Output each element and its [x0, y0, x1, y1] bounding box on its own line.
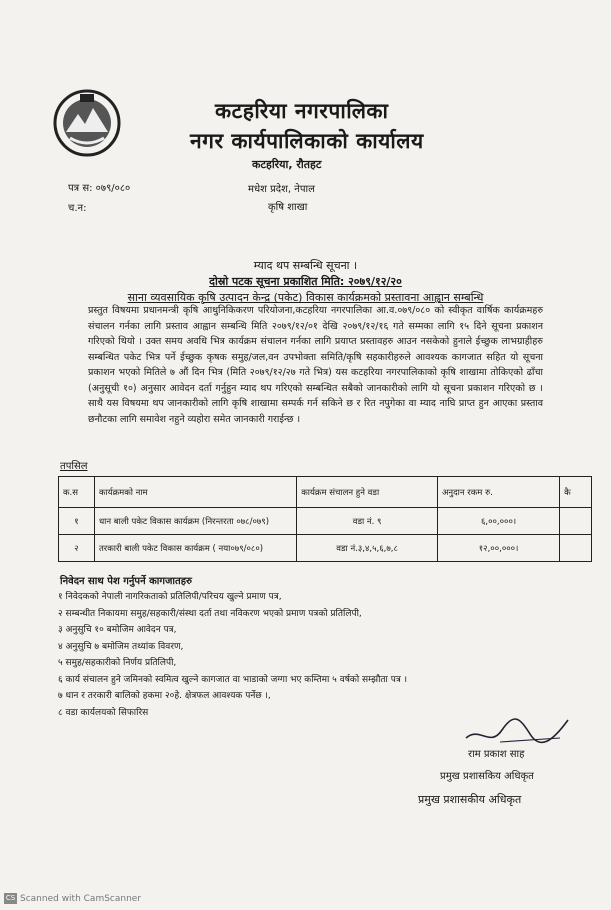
column-header-program: कार्यक्रमको नाम	[94, 477, 296, 508]
row-ward: वडा नं.३,४,५,६,७,८	[297, 535, 438, 562]
column-header-ward: कार्यक्रम संचालन हुने वडा	[297, 477, 438, 508]
documents-heading: निवेदन साथ पेश गर्नुपर्ने कागजातहरु	[60, 576, 193, 587]
office-province: मधेश प्रदेश, नेपाल	[248, 184, 315, 195]
notice-subject: साना व्यवसायिक कृषि उत्पादन केन्द्र (पकेट) विकास कार्यक्रमको प्रस्तावना आह्वान सम्बन्धि	[127, 291, 484, 304]
signatory-name: राम प्रकाश साह	[468, 749, 525, 760]
list-item: ८ वडा कार्यलयको सिफारिस	[58, 707, 149, 718]
office-place: कटहरिया, रौतहट	[252, 158, 322, 171]
table-label: तपसिल	[60, 461, 88, 472]
list-item: ७ धान र तरकारी बालिको हकमा २०हे. क्षेत्रफल आवश्यक पर्नेछ ।,	[58, 691, 271, 701]
row-program: तरकारी बाली पकेट विकास कार्यक्रम ( नया०७९/०८०)	[94, 535, 296, 562]
camscanner-logo-icon: CS	[5, 894, 16, 902]
notice-subtitle: दोस्रो पटक सूचना प्रकाशित मिति: २०७९/१२/२०	[209, 275, 402, 288]
list-item: १ निवेदकको नेपाली नागरिकताको प्रतिलिपी/परिचय खुल्ने प्रमाण पत्र,	[58, 592, 282, 602]
row-amount: १२,००,०००।	[437, 535, 559, 562]
row-sn: २	[59, 535, 95, 562]
row-program: धान बाली पकेट विकास कार्यक्रम (निरन्तरता ०७८/०७९)	[94, 508, 296, 535]
list-item: ६ कार्य संचालन हुने जमिनको स्वमित्व खुल्ने कागजात वा भाडाको जग्गा भए कम्तिमा ५ वर्षको सम्झौता पत्र ।	[58, 674, 408, 685]
letter-number: पत्र स: ०७९/०८०	[68, 183, 131, 194]
row-remarks	[560, 508, 592, 535]
municipality-name: कटहरिया नगरपालिका	[215, 99, 389, 123]
column-header-amount: अनुदान रकम रु.	[437, 477, 559, 508]
scanner-text: Scanned with CamScanner	[20, 894, 142, 904]
list-item: ३ अनुसुचि १० बमोजिम आवेदन पत्र,	[58, 625, 177, 635]
column-header-sn: क.स	[59, 477, 95, 508]
list-item: ४ अनुसुचि ७ बमोजिम तथ्यांक विवरण,	[58, 641, 184, 652]
signatory-stamp: प्रमुख प्रशासकीय अधिकृत	[418, 793, 522, 806]
program-table	[58, 476, 592, 562]
table-header-row	[59, 477, 592, 508]
list-item: २ सम्बन्धीत निकायमा समुह/सहकारी/संस्था दर्ता तथा नविकरण भएको प्रमाण पत्रको प्रतिलिपी,	[58, 608, 362, 619]
list-item: ५ समुह/सहकारीको निर्णय प्रतिलिपी,	[58, 658, 177, 668]
row-ward: वडा नं. ९	[297, 508, 438, 535]
signatory-title: प्रमुख प्रशासकिय अधिकृत	[440, 771, 534, 782]
table-row	[59, 508, 592, 535]
dispatch-number: च.न:	[68, 203, 87, 214]
notice-title: म्याद थप सम्बन्धि सूचना ।	[253, 259, 358, 272]
column-header-remarks: कै	[560, 477, 592, 508]
row-sn: १	[59, 508, 95, 535]
row-amount: ६,००,०००।	[437, 508, 559, 535]
office-name: नगर कार्यपालिकाको कार्यालय	[190, 129, 424, 153]
table-row	[59, 535, 592, 562]
notice-body: प्रस्तुत विषयमा प्रधानमन्त्री कृषि आधुनिकिकरण परियोजना,कटहरिया नगरपालिका आ.व.०७९/०८० को स्वीकृत वार्षिक कार्यक्रमहरु संचालन गर्नका लागि प्रस्ताव आह्वान सम्बन्धि मिति २०७९/१२/०१ देखि २०७९/१२/१६ गते सम्मका लागि १५ दिने सूचना प्रकाशन गरिएको थियो । उक्त समय अवधि भित्र कार्यक्रम संचालन गर्नका लागि प्रयाप्त प्रस्तावहरु आउन नसकेको हुनाले ईच्छुक लाभग्राहीहरु सम्बन्धित पकेट भित्र पर्ने ईच्छुक कृषक समुह/जल,वन उपभोक्ता समिति/कृषि सहकारीहरुले आवश्यक कागजात सहित यो सूचना प्रकाशन भएको मितिले ७ औं दिन भित्र (मिति २०७९/१२/२७ गते भित्र) यस कटहरिया नगरपालिकाको कृषि शाखामा तोकिएको ढाँचा (अनुसूची १०) अनुसार आवेदन दर्ता गर्नुहुन म्याद थप गरिएको सम्बन्धित सबैको जानकारीको लागि यो सूचना प्रकाशन गरिएको छ । साथै यस विषयमा थप जानकारीको लागि कृषि शाखामा सम्पर्क गर्न सकिने छ र रित नपुगेका वा म्याद नाघि प्राप्त हुन आएका प्रस्ताव छनौटका लागि समावेश नहुने व्यहोरा समेत जानकारी गराईन्छ ।	[88, 305, 543, 425]
scanner-watermark	[4, 893, 141, 904]
handwritten-signature	[460, 708, 575, 750]
row-remarks	[560, 535, 592, 562]
government-emblem-icon	[52, 88, 122, 158]
office-section: कृषि शाखा	[268, 202, 308, 213]
documents-list	[58, 589, 407, 721]
